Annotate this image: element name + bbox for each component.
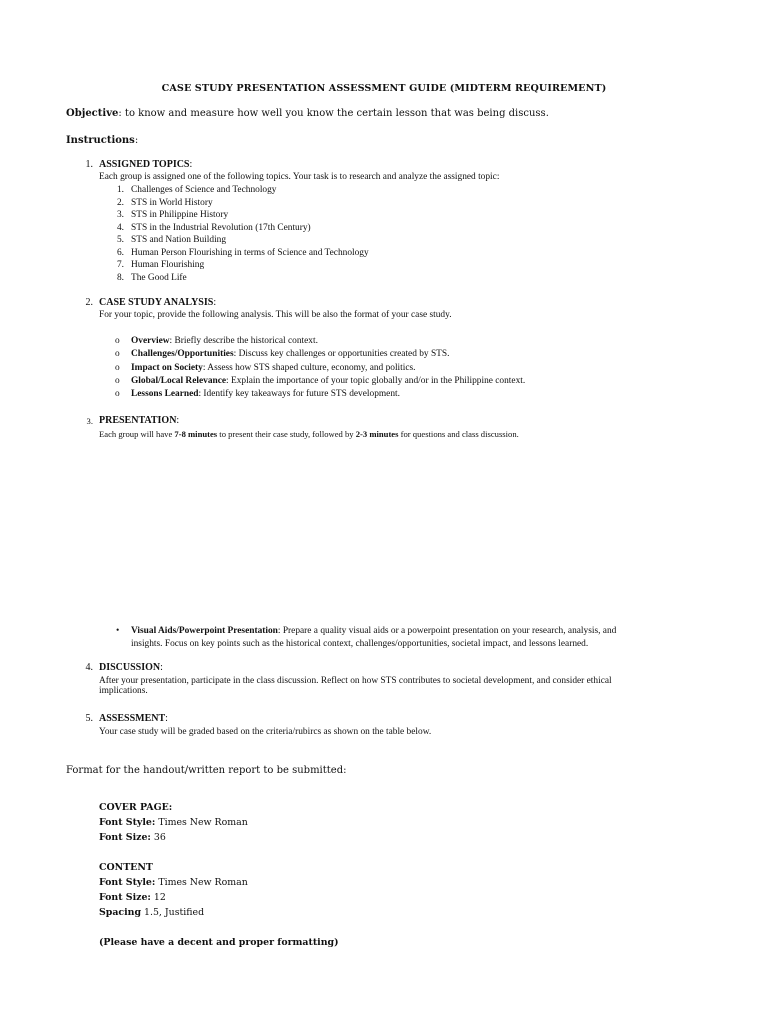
section-heading: ASSIGNED TOPICS: (99, 159, 193, 170)
section-number: 2. (85, 297, 93, 308)
objective-label: Objective (66, 108, 119, 119)
section-heading: ASSESSMENT: (99, 713, 168, 724)
format-intro: Format for the handout/written report to be submitted: (66, 765, 347, 776)
section-heading: PRESENTATION: (99, 415, 180, 426)
instructions-label: Instructions: (66, 135, 139, 146)
discussion-text: After your presentation, participate in the class discussion. Reflect on how STS contributes to societal development, and consider ethical implications. (99, 676, 612, 696)
assessment-text: Your case study will be graded based on the criteria/rubircs as shown on the table below. (99, 727, 432, 737)
content-heading: CONTENT (99, 862, 153, 873)
section-heading: CASE STUDY ANALYSIS: (99, 297, 217, 308)
document-page: CASE STUDY PRESENTATION ASSESSMENT GUIDE (MIDTERM REQUIREMENT) Objective: to know and measure how well you know the certain lesson that was being discuss. Instructions: 1. ASSIGNED TOPICS: Each group is assigned one of the following topics. Your task is to research and analyze the assigned topic: 1. Challenges of Science and Technology 2. STS in World History 3. STS in Philippine History 4. STS in the Industrial Revolution (17th Century) 5. STS and Nation Building 6. Human Person Flourishing in terms of Science and Technology 7. Human Flourishing 8. The Good Life 2. CASE STUDY ANALYSIS: For your topic, provide the following analysis. This will be also the format of your case study. o Overview: Briefly describe the historical context. o Challenges/Opportunities: Discuss key challenges or opportunities created by STS. o Impact on Society: Assess how STS shaped culture, economy, and politics. o Global/Local Relevance: Explain the importance of your topic globally and/or in the Philippine context. o Lessons Learned: Identify key takeaways for future STS development. 3. PRESENTATION: Each group will have 7-8 minutes to present their case study, followed by 2-3 minutes for questions and class discussion. • Visual Aids/Powerpoint Presentation: Prepare a quality visual aids or a powerpoint presentation on your research, analysis, and insights. Focus on key points such as the historical context, challenges/opportunities, societal impact, and lessons learned. 4. DISCUSSION: After your presentation, participate in the class discussion. Reflect on how STS contributes to societal development, and consider ethical implications. 5. ASSESSMENT: Your case study will be graded based on the criteria/rubircs as shown on the table below. Format for the handout/written report to be submitted: COVER PAGE: Font Style: Times New Roman Font Size: 36 CONTENT Font Style: Times New Roman Font Size: 12 Spacing 1.5, Justified (Please have a decent and proper formatting) (0, 0, 768, 1024)
section-number: 1. (85, 159, 93, 170)
section-intro: For your topic, provide the following analysis. This will be also the format of your case study. (99, 310, 452, 320)
presentation-text: Each group will have 7-8 minutes to present their case study, followed by 2-3 minutes for questions and class discussion. (99, 429, 519, 439)
closing-note: (Please have a decent and proper formatting) (99, 937, 339, 948)
section-number: 4. (85, 662, 93, 673)
cover-page-heading: COVER PAGE: (99, 802, 173, 813)
section-intro: Each group is assigned one of the following topics. Your task is to research and analyze the assigned topic: (99, 172, 500, 182)
content-block: CONTENT Font Style: Times New Roman Font Size: 12 Spacing 1.5, Justified (99, 862, 248, 918)
cover-page-block: COVER PAGE: Font Style: Times New Roman Font Size: 36 (99, 802, 248, 843)
objective-line (66, 108, 549, 119)
section-heading: DISCUSSION: (99, 662, 163, 673)
objective-text: : to know and measure how well you know the certain lesson that was being discuss. (118, 108, 549, 119)
section-number: 3. (86, 416, 93, 426)
section-number: 5. (85, 713, 93, 724)
page-title: CASE STUDY PRESENTATION ASSESSMENT GUIDE (MIDTERM REQUIREMENT) (161, 83, 607, 94)
bullet: • (116, 626, 120, 636)
